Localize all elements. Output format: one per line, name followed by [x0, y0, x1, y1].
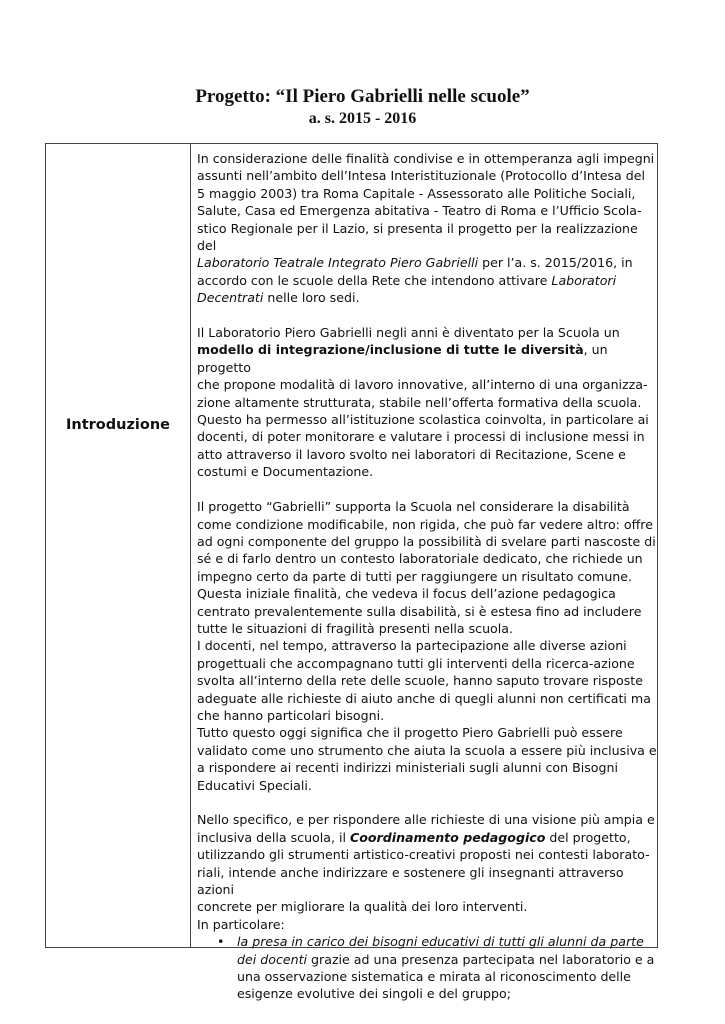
- text-line: docenti, di poter monitorare e valutare i processi di inclusione messi in: [197, 429, 645, 445]
- text-line: riali, intende anche indirizzare e sostenere gli insegnanti attraverso azioni: [197, 864, 624, 898]
- italic-phrase: Laboratori: [551, 272, 617, 288]
- text-line: [197, 289, 657, 306]
- text-line: impegno certo da parte di tutti per raggiungere un risultato comune.: [197, 568, 633, 584]
- text-line: tutte le situazioni di fragilità presenti nella scuola.: [197, 620, 513, 636]
- italic-phrase: Decentrati: [197, 290, 264, 306]
- text-line: [197, 254, 657, 271]
- text-line: [197, 341, 657, 376]
- bold-phrase: [350, 830, 545, 845]
- text-line: adeguate alle richieste di aiuto anche di quegli alunni non certificati ma: [197, 690, 651, 706]
- section-label: Introduzione: [66, 417, 170, 433]
- text-span: grazie ad una presenza partecipata nel laboratorio e a: [307, 951, 655, 967]
- text-span: inclusiva della scuola, il: [197, 829, 350, 845]
- text-span: , un progetto: [197, 342, 608, 375]
- text-line: stico Regionale per il Lazio, si presenta il progetto per la realizzazione del: [197, 220, 638, 254]
- document-title: Progetto: “Il Piero Gabrielli nelle scuole”: [195, 86, 530, 107]
- text-line: I docenti, nel tempo, attraverso la partecipazione alle diverse azioni: [197, 638, 627, 654]
- text-line: In particolare:: [197, 916, 285, 932]
- text-line: centrato prevalentemente sulla disabilità, si è estesa fino ad includere: [197, 603, 642, 619]
- text-line: Tutto questo oggi significa che il progetto Piero Gabrielli può essere: [197, 725, 623, 741]
- text-line: che hanno particolari bisogni.: [197, 707, 385, 723]
- text-line: 5 maggio 2003) tra Roma Capitale - Assessorato alle Politiche Sociali,: [197, 185, 636, 201]
- bullet-text: [237, 933, 657, 1003]
- text-line: Questa iniziale finalità, che vedeva il focus dell’azione pedagogica: [197, 586, 616, 602]
- text-line: Il Laboratorio Piero Gabrielli negli anni è diventato per la Scuola un: [197, 325, 620, 341]
- bullet-item: [197, 933, 657, 1003]
- document-subtitle: a. s. 2015 - 2016: [308, 110, 417, 127]
- text-line: esigenze evolutive dei singoli e del gruppo;: [237, 986, 511, 1002]
- paragraph-gap: [197, 481, 657, 498]
- text-span: per l’a. s. 2015/2016, in: [478, 255, 633, 271]
- italic-phrase: Laboratorio Teatrale Integrato Piero Gabrielli: [197, 255, 479, 271]
- bold-phrase: modello di integrazione/inclusione di tutte le diversità: [197, 342, 584, 358]
- text-line: una osservazione sistematica e mirata al riconoscimento delle: [237, 969, 631, 985]
- italic-phrase: la presa in carico dei bisogni educativi di tutti gli alunni da parte: [237, 934, 644, 950]
- italic-phrase: dei docenti: [237, 951, 308, 967]
- text-line: ad ogni componente del gruppo la possibilità di svelare parti nascoste di: [197, 533, 656, 549]
- text-span: nelle loro sedi.: [263, 290, 360, 306]
- text-line: [197, 272, 657, 289]
- paragraph-gap: [197, 307, 657, 324]
- text-line: zione altamente strutturata, stabile nell’offerta formativa della scuola.: [197, 394, 642, 410]
- text-line: Educativi Speciali.: [197, 777, 312, 793]
- text-line: atto attraverso il lavoro svolto nei laboratori di Recitazione, Scene e: [197, 446, 626, 462]
- bullet-icon: •: [217, 934, 225, 950]
- text-line: svolta all’interno della rete delle scuole, hanno saputo trovare risposte: [197, 673, 643, 689]
- text-line: In considerazione delle finalità condivise e in ottemperanza agli impegni: [197, 151, 655, 166]
- text-span: del progetto,: [545, 829, 631, 845]
- text-line: sé e di farlo dentro un contesto laboratoriale dedicato, che richiede un: [197, 551, 643, 567]
- text-line: concrete per migliorare la qualità dei loro interventi.: [197, 899, 528, 915]
- text-line: Il progetto “Gabrielli” supporta la Scuola nel considerare la disabilità: [197, 499, 630, 515]
- text-line: [237, 933, 657, 950]
- column-divider: [190, 144, 191, 947]
- text-line: validato come uno strumento che aiuta la scuola a essere più inclusiva e: [197, 742, 657, 758]
- text-line: Questo ha permesso all’istituzione scolastica coinvolta, in particolare ai: [197, 412, 649, 428]
- text-line: costumi e Documentazione.: [197, 464, 374, 480]
- text-line: [197, 829, 657, 846]
- text-line: a rispondere ai recenti indirizzi ministeriali sugli alunni con Bisogni: [197, 760, 618, 776]
- bold-italic-phrase: Coordinamento pedagogico: [349, 829, 546, 845]
- text-line: utilizzando gli strumenti artistico-creativi proposti nei contesti laborato-: [197, 847, 650, 863]
- section-body: [197, 150, 657, 1003]
- text-span: accordo con le scuole della Rete che intendono attivare: [197, 272, 552, 288]
- text-line: come condizione modificabile, non rigida, che può far vedere altro: offre: [197, 516, 653, 532]
- text-line: che propone modalità di lavoro innovative, all’interno di una organizza-: [197, 377, 648, 393]
- text-line: progettuali che accompagnano tutti gli interventi della ricerca-azione: [197, 655, 635, 671]
- text-line: Nello specifico, e per rispondere alle richieste di una visione più ampia e: [197, 812, 655, 828]
- content-table: [45, 143, 658, 1002]
- paragraph-gap: [197, 794, 657, 811]
- text-line: Salute, Casa ed Emergenza abitativa - Teatro di Roma e l’Ufficio Scola-: [197, 203, 642, 219]
- text-line: [237, 951, 657, 968]
- text-line: assunti nell’ambito dell’Intesa Interistituzionale (Protocollo d’Intesa del: [197, 168, 646, 184]
